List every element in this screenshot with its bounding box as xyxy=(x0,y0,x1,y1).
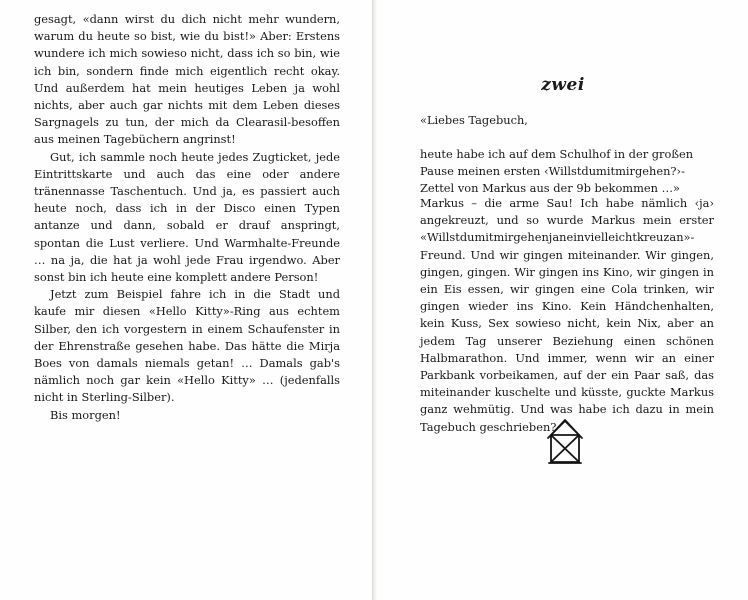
left-page-text xyxy=(34,11,340,424)
diary-entry-text: heute habe ich auf dem Schulhof in der großen Pause meinen ersten ‹Willstdumitmirgehen?›-Zettel von Markus aus der 9b bekommen …» xyxy=(420,147,694,196)
narrative-text: Markus – die arme Sau! Ich habe nämlich ‹ja› angekreuzt, und so wurde Markus mein erster «Willstdumitmirgehenjaneinvielleichtkreuzan»-Freund. Und wir gingen miteinander. Wir gingen, gingen, gingen. Wir gingen ins Kino, wir gingen in ein Eis essen, wir gingen eine Cola trinken, wir gingen wieder ins Kino. Kein Händchenhalten, kein Kuss, Sex sowieso nicht, kein Nix, aber an jedem Tag unserer Beziehung einen schönen Halbmarathon. Und immer, wenn wir an einer Parkbank vorbeikamen, auf der ein Paar saß, das miteinander kuschelte und küsste, guckte Markus ganz wehmütig. Und was habe ich dazu in mein Tagebuch geschrieben? xyxy=(420,196,714,434)
narrative-paragraph xyxy=(420,195,714,436)
left-page xyxy=(0,0,372,600)
right-page xyxy=(378,0,748,600)
diary-greeting xyxy=(420,112,714,129)
paragraph: gesagt, «dann wirst du dich nicht mehr wundern, warum du heute so bist, wie du bist!» Aber: Erstens wundere ich mich sowieso nicht, dass ich so bin, wie ich bin, sondern finde mich eigentlich recht okay. Und außerdem hat mein heutiges Leben ja wohl nichts, aber auch gar nichts mit dem Leben dieses Sargnagels zu tun, der mich da Clearasil-besoffen aus meinen Tagebüchern angrinst! xyxy=(34,12,340,147)
diary-entry xyxy=(420,146,714,198)
paragraph: Gut, ich sammle noch heute jedes Zugticket, jede Eintrittskarte und auch das eine oder andere tränennasse Taschentuch. Und ja, es passiert auch heute noch, dass ich in der Disco einen Typen antanze und dann, sobald er drauf anspringt, spontan die Lust verliere. Und Warmhalte-Freunde … na ja, die hat ja wohl jede Frau irgendwo. Aber sonst bin ich heute eine komplett andere Person! xyxy=(34,149,340,285)
chapter-title: zwei xyxy=(541,75,585,95)
paragraph: Jetzt zum Beispiel fahre ich in die Stadt und kaufe mir diesen «Hello Kitty»-Ring aus echtem Silber, den ich vorgestern in einem Schaufenster in der Ehrenstraße gesehen habe. Das hätte die Mirja Boes von damals niemals getan! … Damals gab's nämlich noch gar kein «Hello Kitty» … (jedenfalls nicht in Sterling-Silber). xyxy=(34,287,340,405)
diary-greeting-text: «Liebes Tagebuch, xyxy=(420,113,528,127)
house-ornament-icon xyxy=(545,418,585,466)
closing-line: Bis morgen! xyxy=(50,407,121,422)
